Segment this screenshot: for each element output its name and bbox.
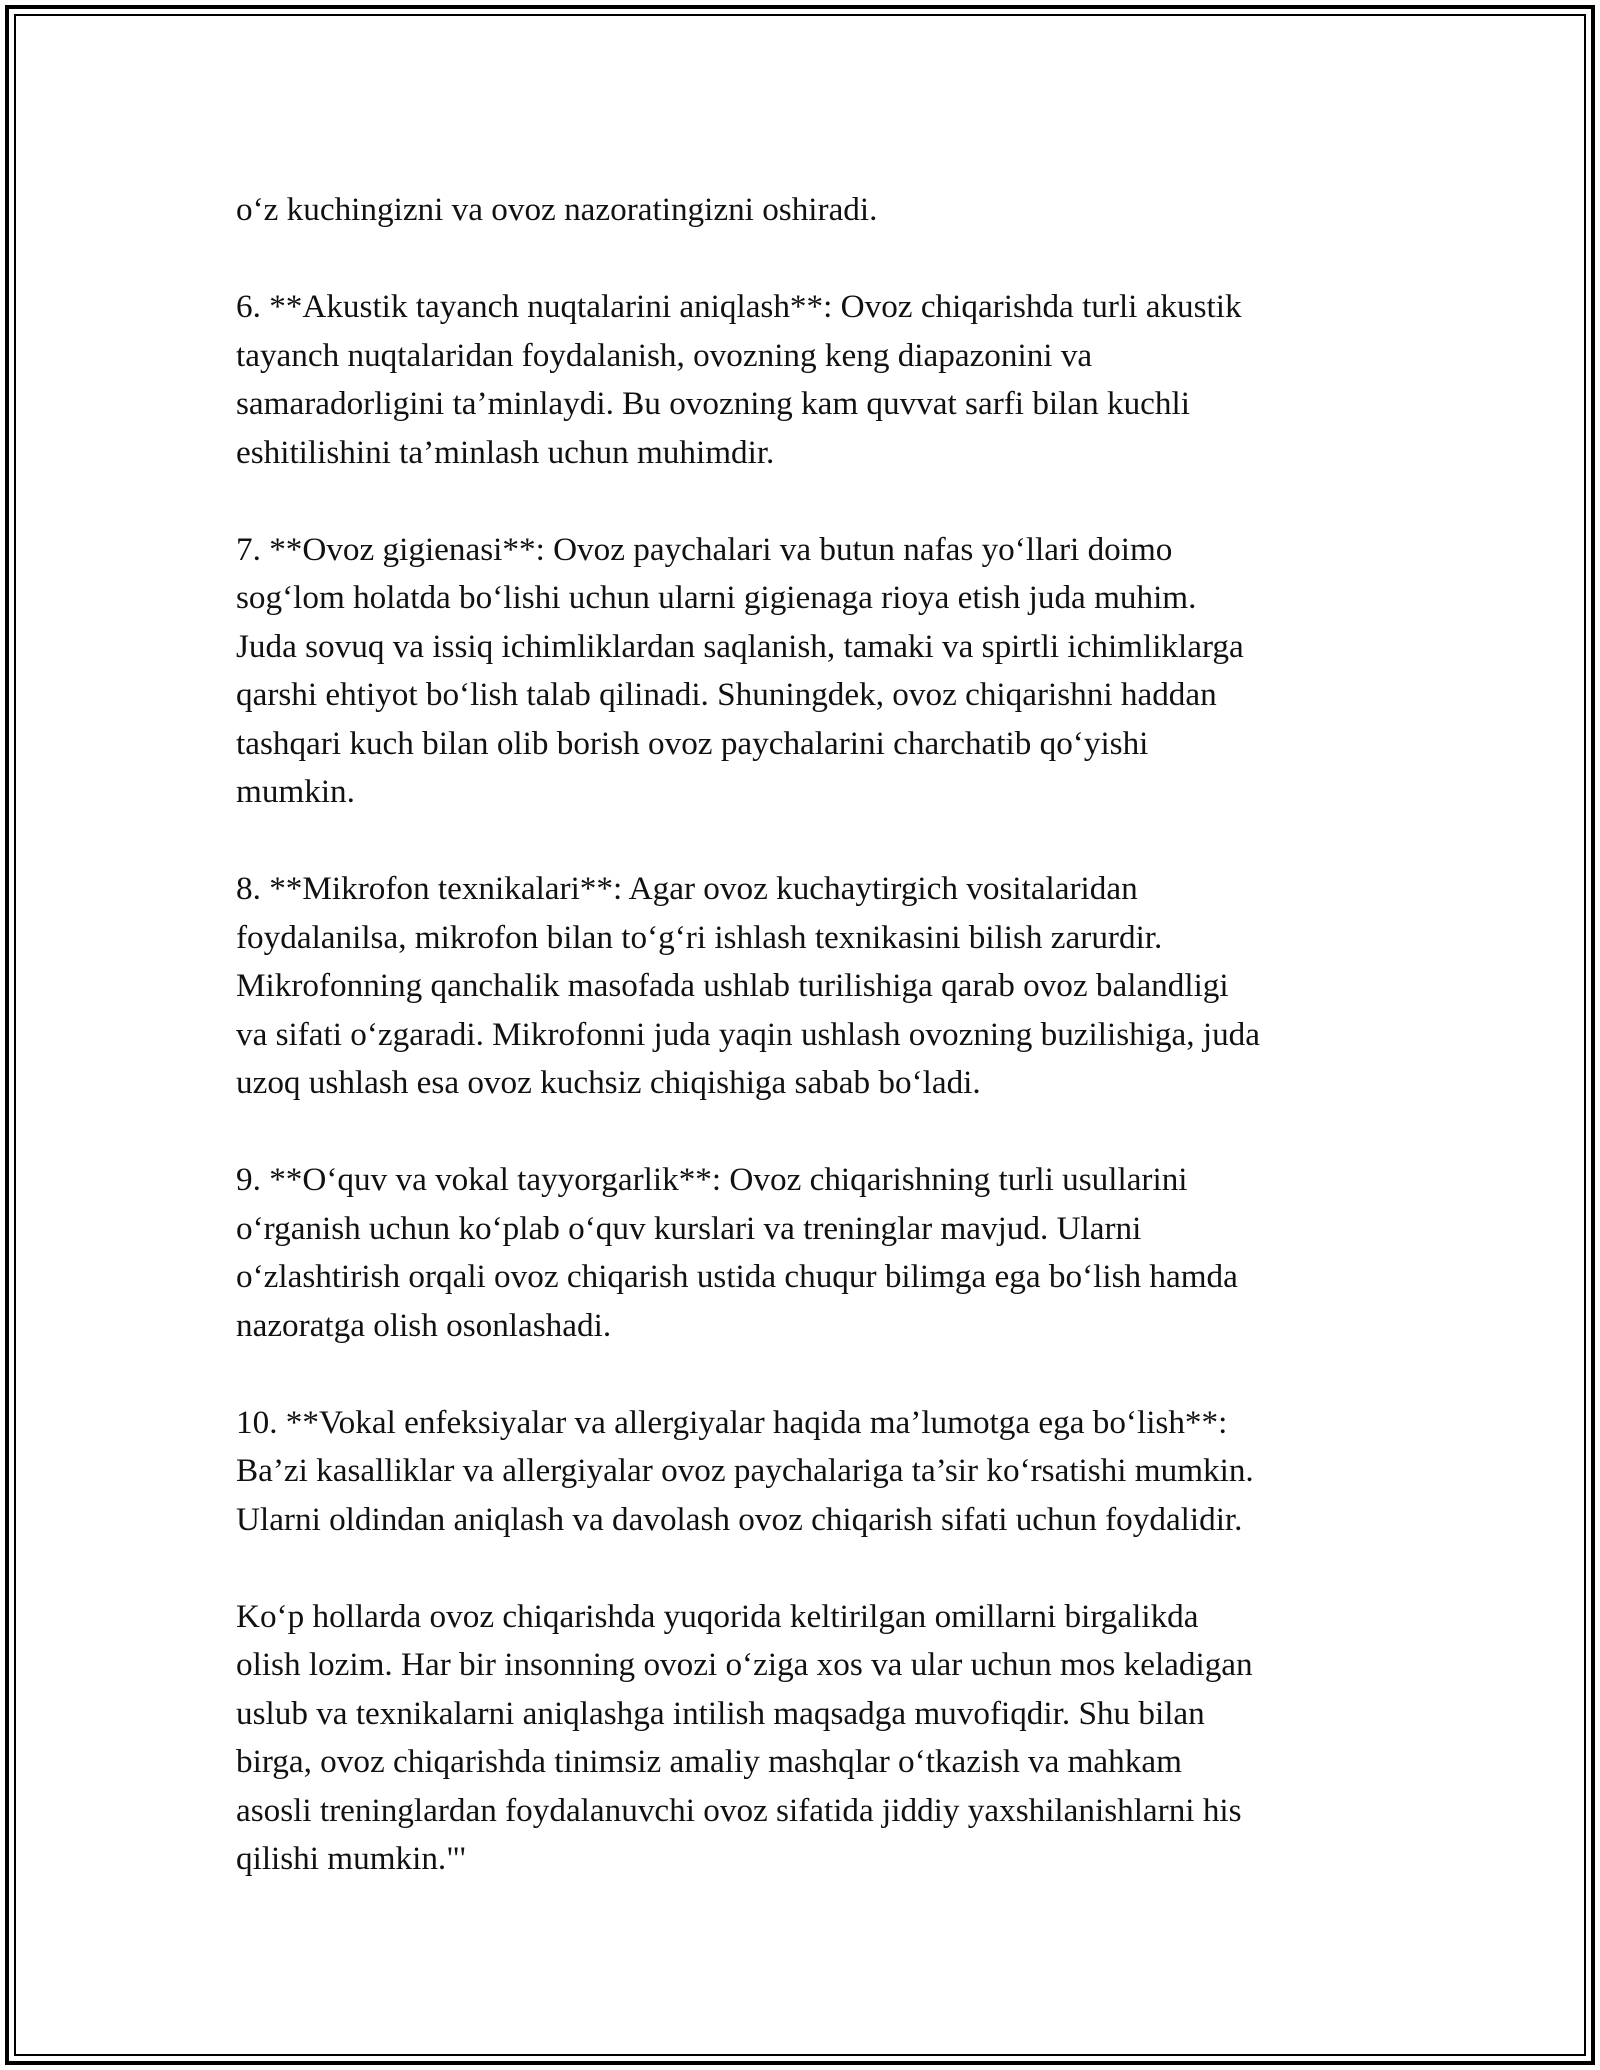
text-line: va sifati o‘zgaradi. Mikrofonni juda yaqin ushlash ovozning buzilishiga, juda — [236, 1015, 1260, 1053]
paragraph-item-6 — [236, 283, 1386, 477]
text-line: Mikrofonning qanchalik masofada ushlab turilishiga qarab ovoz balandligi — [236, 967, 1229, 1004]
text-line: 10. **Vokal enfeksiyalar va allergiyalar haqida ma’lumotga ega bo‘lish**: — [236, 1403, 1228, 1441]
text-line: 6. **Akustik tayanch nuqtalarini aniqlash**: Ovoz chiqarishda turli akustik — [236, 288, 1242, 325]
text-line: uslub va texnikalarni aniqlashga intilish maqsadga muvofiqdir. Shu bilan — [236, 1694, 1205, 1732]
text-line: eshitilishini ta’minlash uchun muhimdir. — [236, 433, 775, 471]
text-line: 8. **Mikrofon texnikalari**: Agar ovoz kuchaytirgich vositalaridan — [236, 870, 1138, 907]
text-line: qilishi mumkin."' — [236, 1840, 466, 1877]
text-line: olish lozim. Har bir insonning ovozi o‘ziga xos va ular uchun mos keladigan — [236, 1646, 1253, 1683]
text-line: Ko‘p hollarda ovoz chiqarishda yuqorida keltirilgan omillarni birgalikda — [236, 1597, 1199, 1635]
text-line: asosli treninglardan foydalanuvchi ovoz sifatida jiddiy yaxshilanishlarni his — [236, 1791, 1242, 1829]
paragraph-item-10 — [236, 1399, 1386, 1545]
document-body — [236, 186, 1386, 1884]
text-line: 7. **Ovoz gigienasi**: Ovoz paychalari va butun nafas yo‘llari doimo — [236, 530, 1173, 568]
text-line: mumkin. — [236, 773, 355, 810]
text-line: tayanch nuqtalaridan foydalanish, ovozning keng diapazonini va — [236, 336, 1093, 374]
text-line: nazoratga olish osonlashadi. — [236, 1306, 612, 1344]
text-line: sog‘lom holatda bo‘lishi uchun ularni gigienaga rioya etish juda muhim. — [236, 579, 1197, 616]
text-line: Juda sovuq va issiq ichimliklardan saqlanish, tamaki va spirtli ichimliklarga — [236, 627, 1244, 665]
text-line: o‘zlashtirish orqali ovoz chiqarish ustida chuqur bilimga ega bo‘lish hamda — [236, 1258, 1238, 1295]
text-line: uzoq ushlash esa ovoz kuchsiz chiqishiga sabab bo‘ladi. — [236, 1064, 981, 1101]
text-line: 9. **O‘quv va vokal tayyorgarlik**: Ovoz chiqarishning turli usullarini — [236, 1161, 1188, 1198]
paragraph-item-7 — [236, 526, 1386, 817]
text-line: qarshi ehtiyot bo‘lish talab qilinadi. Shuningdek, ovoz chiqarishni haddan — [236, 676, 1217, 713]
text-line: samaradorligini ta’minlaydi. Bu ovozning kam quvvat sarfi bilan kuchli — [236, 385, 1190, 422]
text-line: Ba’zi kasalliklar va allergiyalar ovoz paychalariga ta’sir ko‘rsatishi mumkin. — [236, 1452, 1254, 1489]
text-line: Ularni oldindan aniqlash va davolash ovoz chiqarish sifati uchun foydalidir. — [236, 1500, 1243, 1538]
paragraph-conclusion — [236, 1593, 1386, 1884]
text-line: o‘z kuchingizni va ovoz nazoratingizni oshiradi. — [236, 191, 878, 228]
paragraph-item-9 — [236, 1156, 1386, 1350]
text-line: birga, ovoz chiqarishda tinimsiz amaliy mashqlar o‘tkazish va mahkam — [236, 1743, 1182, 1780]
text-line: o‘rganish uchun ko‘plab o‘quv kurslari va treninglar mavjud. Ularni — [236, 1209, 1142, 1247]
text-line: tashqari kuch bilan olib borish ovoz paychalarini charchatib qo‘yishi — [236, 724, 1149, 762]
paragraph-continuation — [236, 186, 1386, 235]
text-line: foydalanilsa, mikrofon bilan to‘g‘ri ishlash texnikasini bilish zarurdir. — [236, 918, 1163, 956]
paragraph-item-8 — [236, 865, 1386, 1108]
